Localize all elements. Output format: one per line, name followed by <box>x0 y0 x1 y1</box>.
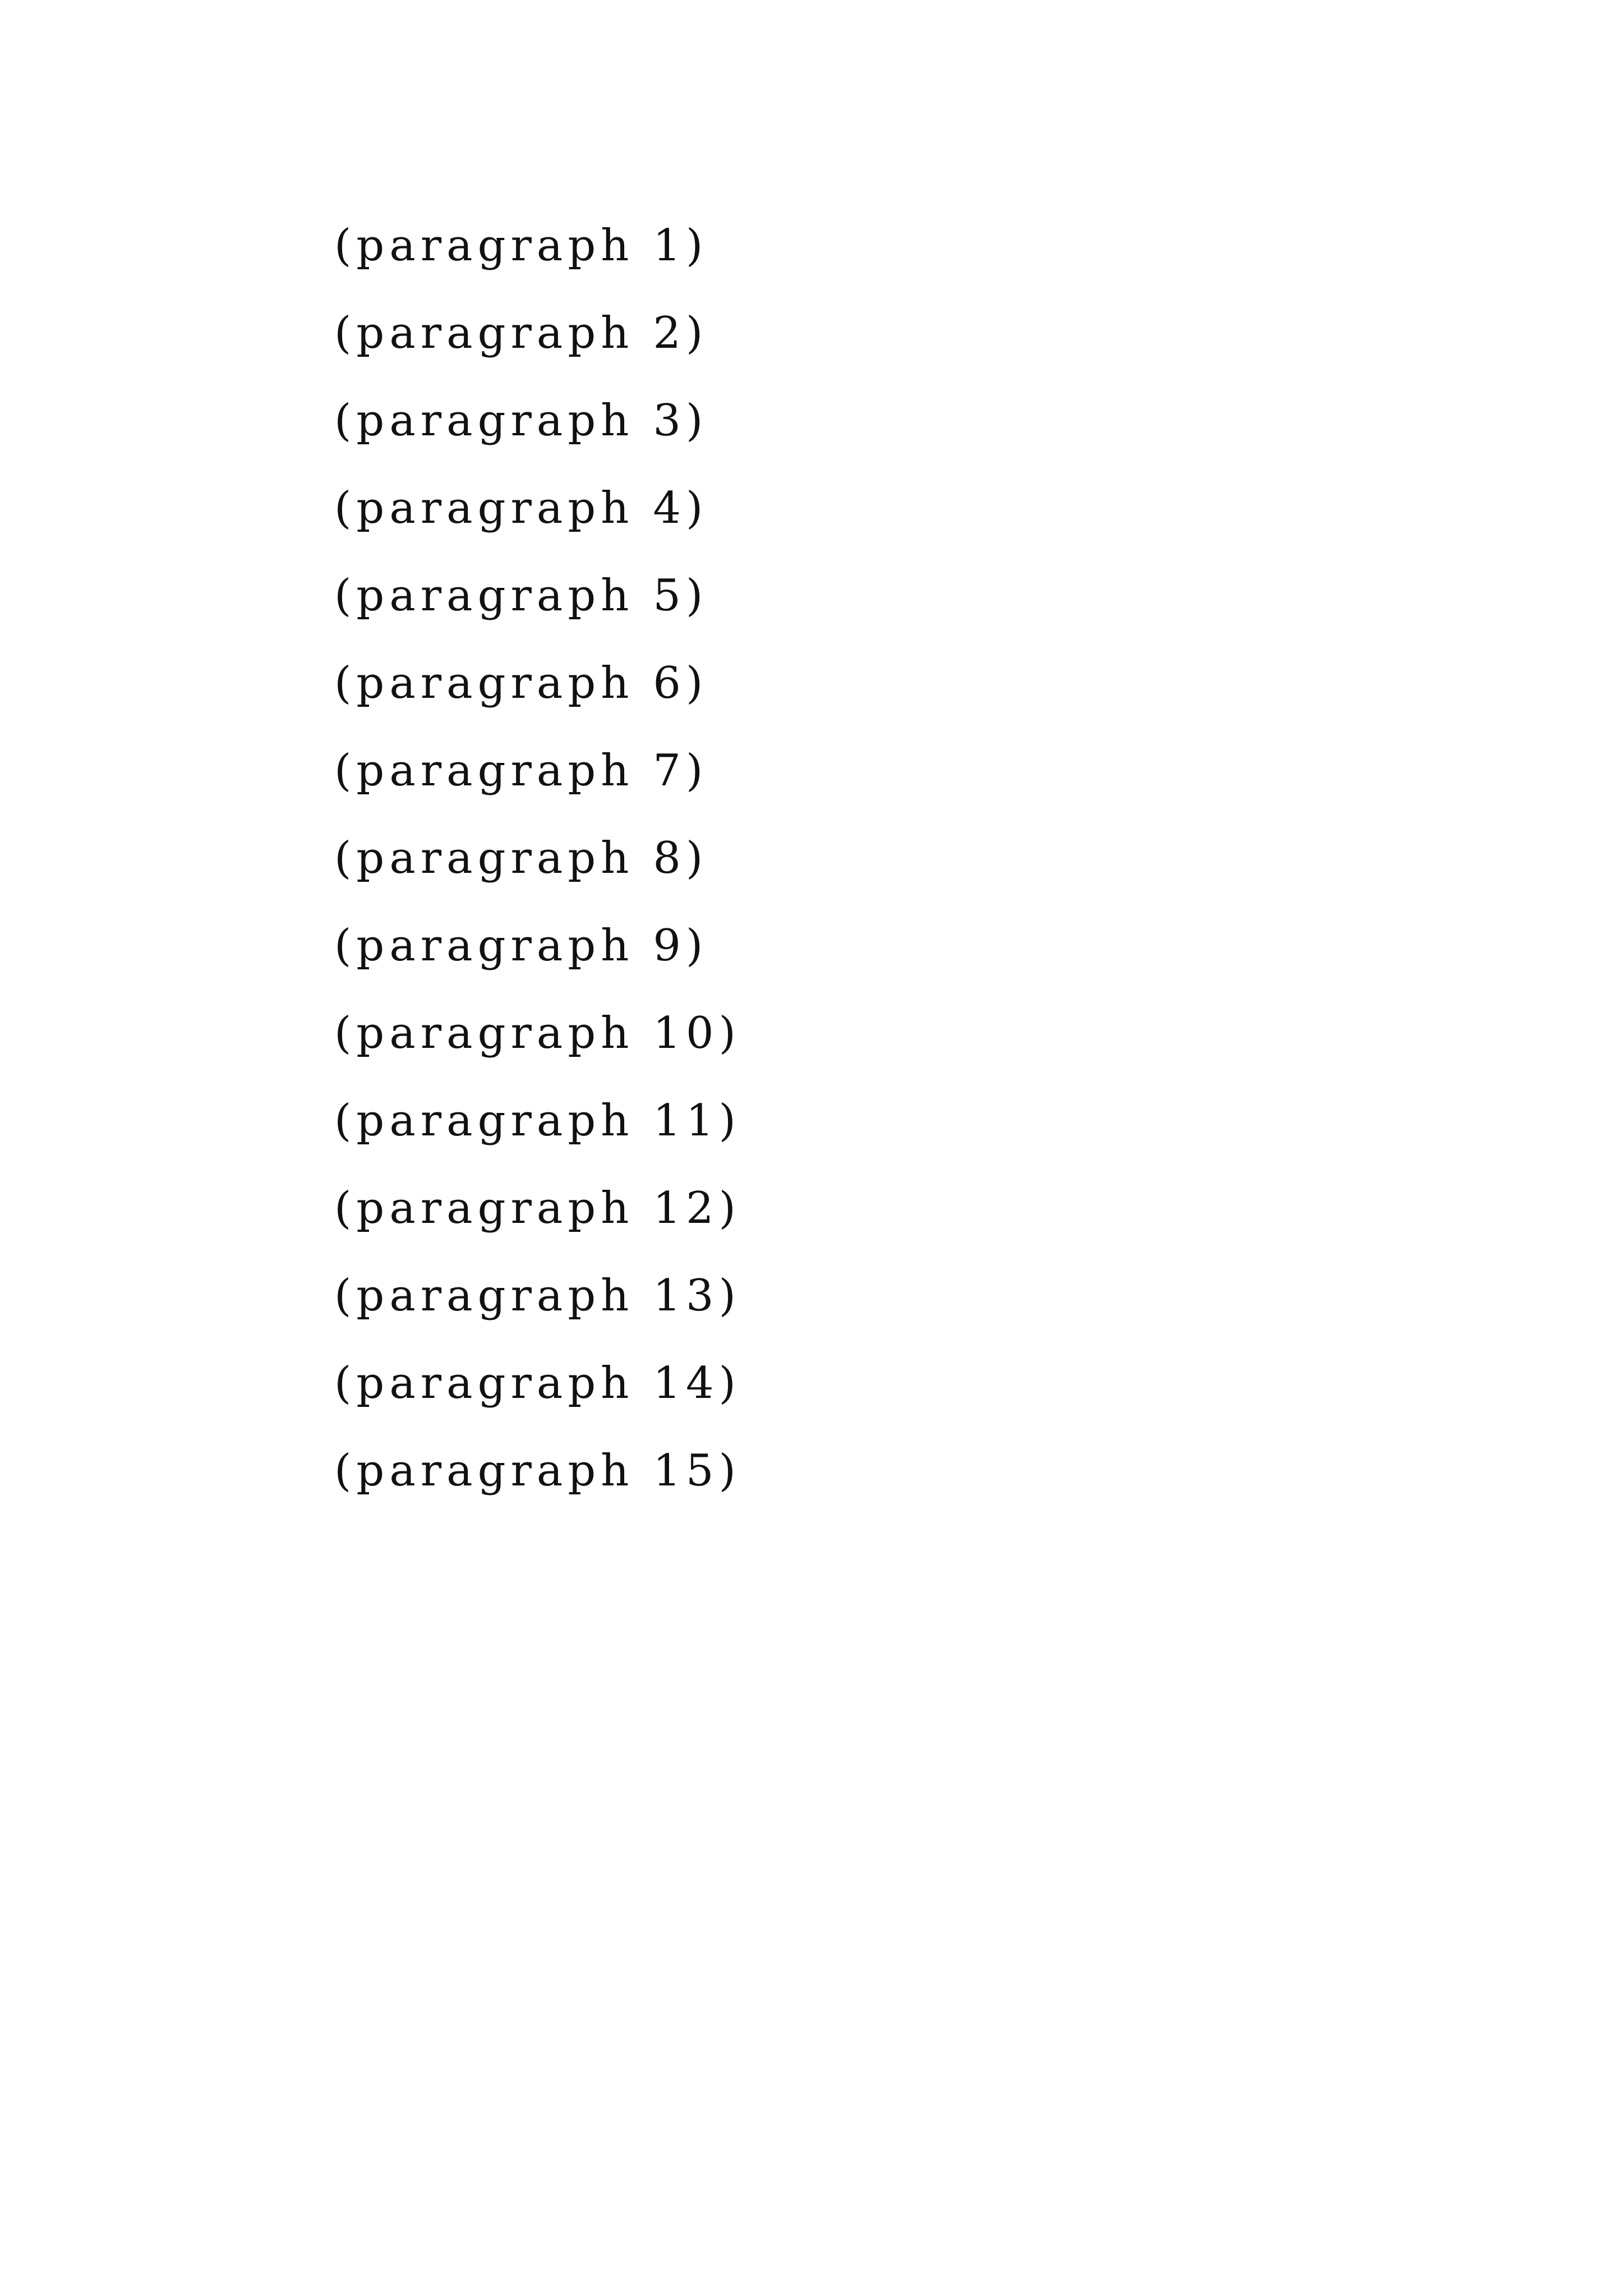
signature-seal-line: (paragraph 11) <box>334 1096 741 1146</box>
paragraph-service-suspension: (paragraph 3) <box>334 395 708 446</box>
signature-legal-representative-line: (paragraph 12) <box>334 1183 741 1234</box>
paragraph-clause-eleven: (paragraph 7) <box>334 746 708 796</box>
signature-authorized-agent-line: (paragraph 13) <box>334 1271 741 1321</box>
paragraph-clause-nine: (paragraph 4) <box>334 483 708 533</box>
paragraph-clause-twelve: (paragraph 8) <box>334 833 708 884</box>
paragraph-effective-date: (paragraph 10) <box>334 1008 741 1059</box>
paragraph-clause-thirteen: (paragraph 9) <box>334 921 708 971</box>
document-body <box>247 202 1385 1515</box>
paragraph-clause-nine-liability: (paragraph 5) <box>334 570 708 621</box>
paragraph-contract-expiry-payment: (paragraph 1) <box>334 220 708 271</box>
paragraph-clause-ten: (paragraph 6) <box>334 658 708 708</box>
signature-bank-seal-line: (paragraph 15) <box>334 1446 741 1496</box>
paragraph-payment-locations: (paragraph 2) <box>334 308 708 358</box>
signature-date-line: (paragraph 14) <box>334 1358 741 1409</box>
